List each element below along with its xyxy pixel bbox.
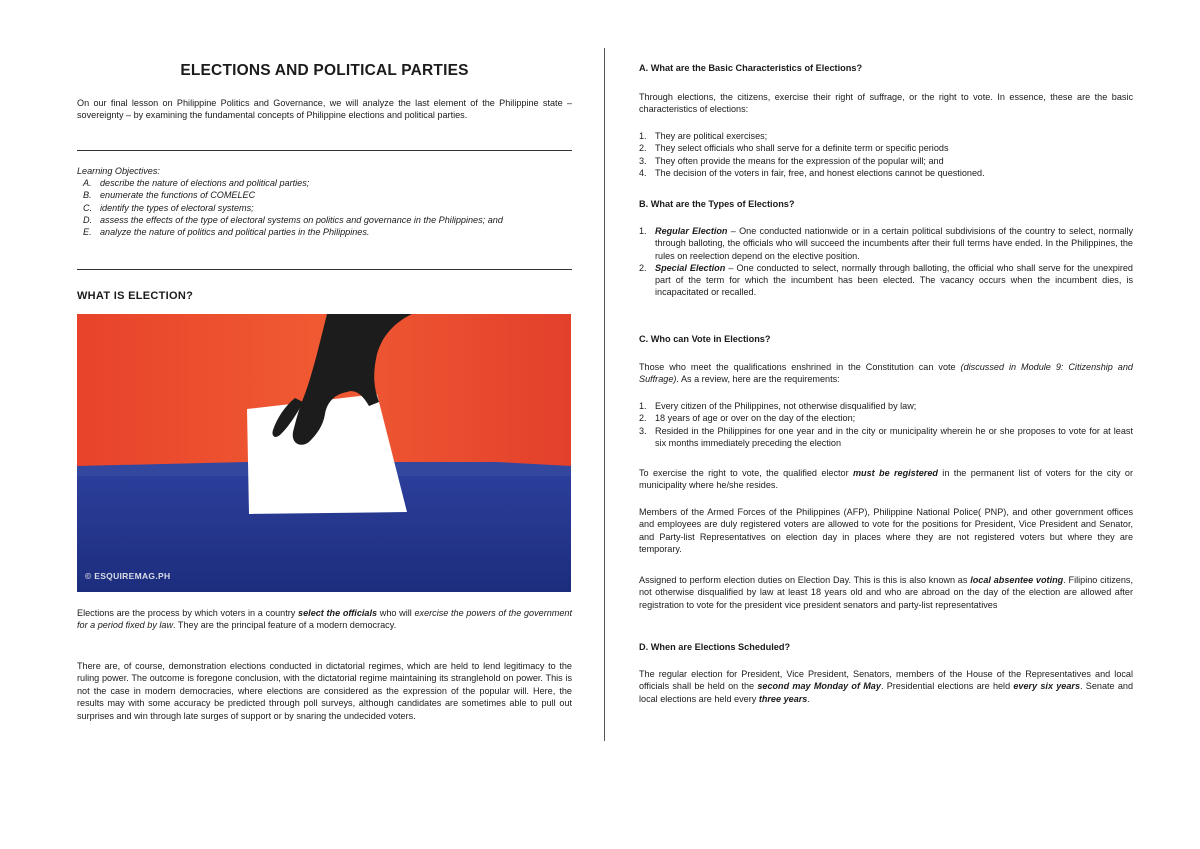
ballot-image: [77, 314, 571, 592]
list-item: 3. They often provide the means for the expression of the popular will; and: [639, 155, 944, 166]
heading-c: C. Who can Vote in Elections?: [639, 334, 771, 344]
list-item: E. analyze the nature of politics and political parties in the Philippines.: [83, 227, 370, 238]
demonstration-elections-paragraph: There are, of course, demonstration elections conducted in dictatorial regimes, which are held to lend legitimacy to the ruling power. The outcome is foregone conclusion, with the dictatorial regime maintaining its stranglehold on power. This is not the case in modern democracies, where elections are considered as the expression of the popular will. Here, the results may with some accuracy be predicted through poll surveys, although candidates are sometimes able to pull out surprises and win through late surges of support or by snaring the undecided voters.: [77, 661, 572, 721]
registration-paragraph: To exercise the right to vote, the qualified elector must be registered in the permanent list of voters for the city or municipality where he/she resides.: [639, 468, 1133, 491]
image-credit: © ESQUIREMAG.PH: [85, 571, 171, 581]
characteristics-list: [639, 130, 1133, 179]
bottom-rule: [77, 269, 572, 270]
column-divider: [604, 48, 605, 741]
list-item: 2. They select officials who shall serve for a definite term or specific periods: [639, 143, 949, 154]
list-item: 1. Every citizen of the Philippines, not otherwise disqualified by law;: [639, 401, 917, 411]
absentee-voting-paragraph: Assigned to perform election duties on Election Day. This is this is also known as local absentee voting. Filipino citizens, not otherwise disqualified by law at least 18 years old and who are abroad on the day of the election are allowed after registration to vote for the president vice president senators and party-list representatives: [639, 575, 1133, 610]
list-item: A. describe the nature of elections and political parties;: [83, 178, 310, 188]
list-item: D. assess the effects of the type of electoral systems on politics and governance in the Philippines; and: [83, 214, 503, 225]
top-rule: [77, 150, 572, 151]
voter-requirements-list: [639, 400, 1133, 449]
election-types-list: [639, 225, 1133, 299]
list-item: 3. Resided in the Philippines for one year and in the city or municipality wherein he or she proposes to vote for at least six months immediately preceding the election: [639, 425, 1133, 448]
list-item: B. enumerate the functions of COMELEC: [83, 190, 256, 201]
list-item: C. identify the types of electoral systems;: [83, 202, 254, 213]
heading-d: D. When are Elections Scheduled?: [639, 642, 791, 652]
heading-a: A. What are the Basic Characteristics of Elections?: [639, 63, 863, 73]
list-item: 1. They are political exercises;: [639, 131, 768, 141]
list-item: 2. 18 years of age or over on the day of the election;: [639, 413, 856, 424]
afp-pnp-paragraph: Members of the Armed Forces of the Philippines (AFP), Philippine National Police( PNP), and other government offices and employees are duly registered voters are allowed to vote for the positions for President, Vice President and Senator, and Party-list Representatives on election day in places where they are not registered voters but where they are temporary.: [639, 507, 1133, 555]
a-intro: Through elections, the citizens, exercise their right of suffrage, or the right to vote. In essence, these are the basic characteristics of elections:: [639, 92, 1133, 115]
list-item: 4. The decision of the voters in fair, free, and honest elections cannot be questioned.: [639, 167, 985, 178]
list-item: 1. Regular Election – One conducted nationwide or in a certain political subdivisions of the country to select, normally through balloting, the officials who will succeed the incumbents after their full terms have ended. In the Philippines, the rules on reelection depend on the elective position.: [639, 226, 1133, 261]
intro-paragraph: On our final lesson on Philippine Politics and Governance, we will analyze the last element of the Philippine state – sovereignty – by examining the fundamental concepts of Philippine elections and political parties.: [77, 98, 572, 121]
heading-b: B. What are the Types of Elections?: [639, 199, 795, 209]
section-heading: WHAT IS ELECTION?: [77, 290, 194, 302]
c-intro: Those who meet the qualifications enshrined in the Constitution can vote (discussed in Module 9: Citizenship and Suffrage). As a review, here are the requirements:: [639, 362, 1133, 385]
elections-definition: Elections are the process by which voters in a country select the officials who will exercise the powers of the government for a period fixed by law. They are the principal feature of a modern democracy.: [77, 608, 573, 631]
learning-objectives: [77, 165, 572, 238]
list-item: 2. Special Election – One conducted to select, normally through balloting, the official who shall serve for the unexpired part of the term for which the incumbent has been elected. The vacancy occurs when the incumbent dies, is incapacitated or recalled.: [639, 262, 1133, 298]
ballot-illustration: [77, 314, 571, 592]
objectives-title: Learning Objectives:: [77, 166, 160, 176]
schedule-paragraph: The regular election for President, Vice President, Senators, members of the House of the Representatives and local officials shall be held on the second may Monday of May. Presidential elections are held every six years. Senate and local elections are held every three years.: [639, 669, 1134, 704]
page-title: ELECTIONS AND POLITICAL PARTIES: [180, 62, 469, 79]
objectives-list: [77, 177, 572, 238]
